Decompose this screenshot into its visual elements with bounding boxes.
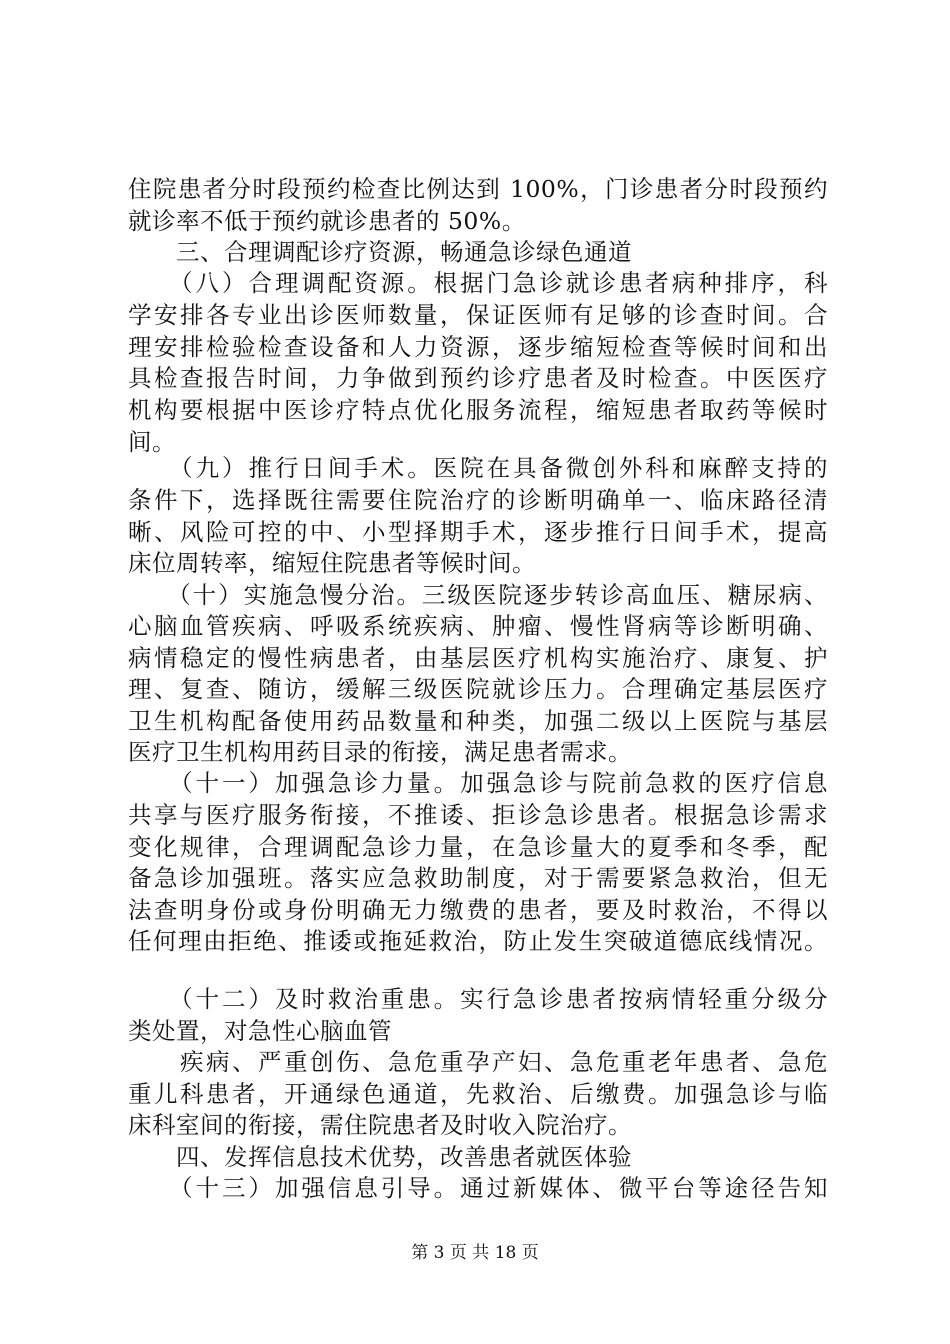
- body-text-line: 学安排各专业出诊医师数量，保证医师有足够的诊查时间。合: [128, 301, 828, 329]
- body-text-line: 理安排检验检查设备和人力资源，逐步缩短检查等候时间和出: [128, 333, 828, 361]
- body-text-line: 就诊率不低于预约就诊患者的 50%。: [128, 207, 526, 235]
- body-text-line: 变化规律，合理调配急诊力量，在急诊量大的夏季和冬季，配: [128, 833, 828, 861]
- body-text-line: 晰、风险可控的中、小型择期手术，逐步推行日间手术，提高: [128, 518, 828, 546]
- body-text-line: 条件下，选择既往需要住院治疗的诊断明确单一、临床路径清: [128, 486, 828, 514]
- body-text-line: （十二）及时救治重患。实行急诊患者按病情轻重分级分: [128, 985, 828, 1013]
- body-text-line: 疾病、严重创伤、急危重孕产妇、急危重老年患者、急危: [128, 1048, 828, 1076]
- body-text-line: 类处置，对急性心脑血管: [128, 1017, 392, 1045]
- body-text-line: 床科室间的衔接，需住院患者及时收入院治疗。: [128, 1111, 632, 1139]
- body-text-line: （十）实施急慢分治。三级医院逐步转诊高血压、糖尿病、: [128, 581, 828, 609]
- body-text-line: 具检查报告时间，力争做到预约诊疗患者及时检查。中医医疗: [128, 364, 828, 392]
- body-text-line: 任何理由拒绝、推诿或拖延救治，防止发生突破道德底线情况。: [128, 927, 828, 955]
- body-text-line: 心脑血管疾病、呼吸系统疾病、肿瘤、慢性肾病等诊断明确、: [128, 612, 828, 640]
- page-number-footer: 第 3 页 共 18 页: [411, 1243, 539, 1263]
- body-text-line: 共享与医疗服务衔接，不推诿、拒诊急诊患者。根据急诊需求: [128, 801, 828, 829]
- body-text-line: 病情稳定的慢性病患者，由基层医疗机构实施治疗、康复、护: [128, 644, 828, 672]
- body-text-line: 备急诊加强班。落实应急救助制度，对于需要紧急救治，但无: [128, 864, 828, 892]
- body-text-line: 重儿科患者，开通绿色通道，先救治、后缴费。加强急诊与临: [128, 1080, 828, 1108]
- body-text-line: （九）推行日间手术。医院在具备微创外科和麻醉支持的: [128, 454, 828, 482]
- body-text-line: 床位周转率，缩短住院患者等候时间。: [128, 549, 536, 577]
- body-text-line: （十一）加强急诊力量。加强急诊与院前急救的医疗信息: [128, 769, 828, 797]
- body-text-line: （十三）加强信息引导。通过新媒体、微平台等途径告知: [128, 1174, 828, 1202]
- section-heading: 三、合理调配诊疗资源，畅通急诊绿色通道: [128, 238, 632, 266]
- body-text-line: 间。: [128, 428, 176, 456]
- body-text-line: 卫生机构配备使用药品数量和种类，加强二级以上医院与基层: [128, 707, 828, 735]
- body-text-line: 理、复查、随访，缓解三级医院就诊压力。合理确定基层医疗: [128, 675, 828, 703]
- body-text-line: 机构要根据中医诊疗特点优化服务流程，缩短患者取药等候时: [128, 396, 828, 424]
- body-text-line: （八）合理调配资源。根据门急诊就诊患者病种排序，科: [128, 269, 828, 297]
- body-text-line: 法查明身份或身份明确无力缴费的患者，要及时救治，不得以: [128, 896, 828, 924]
- section-heading: 四、发挥信息技术优势，改善患者就医体验: [128, 1143, 632, 1171]
- body-text-line: 住院患者分时段预约检查比例达到 100%，门诊患者分时段预约: [128, 175, 828, 203]
- body-text-line: 医疗卫生机构用药目录的衔接，满足患者需求。: [128, 738, 632, 766]
